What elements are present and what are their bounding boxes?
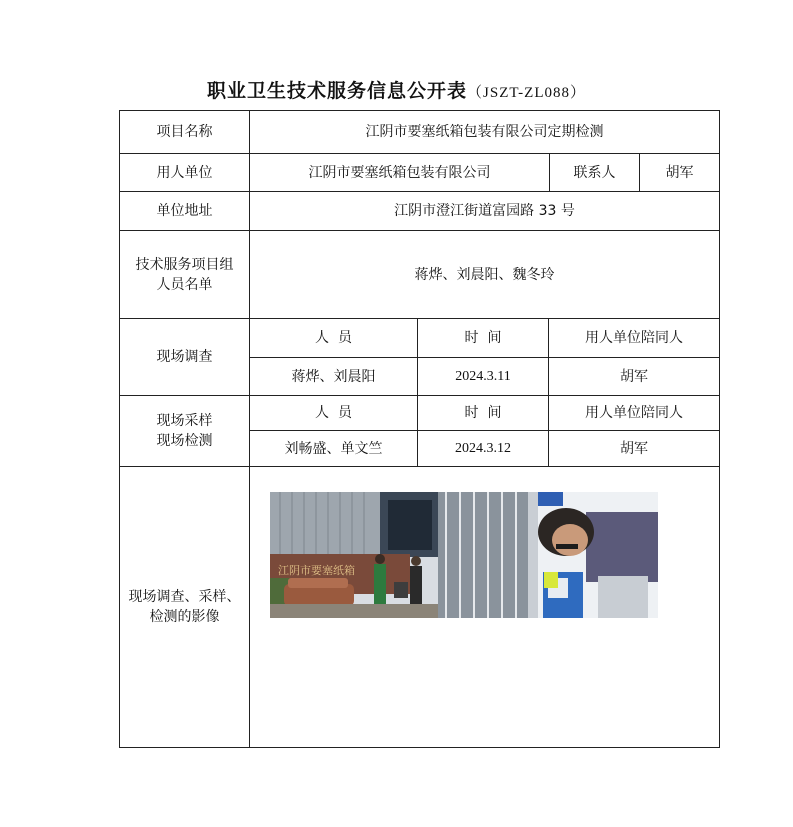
employer-value: 江阴市要塞纸箱包装有限公司 — [308, 164, 491, 181]
sampling-label-line1: 现场采样 — [156, 413, 213, 429]
sampling-header-people: 人 员 — [315, 405, 352, 421]
survey-header-time: 时 间 — [464, 330, 502, 346]
title-text: 职业卫生技术服务信息公开表 — [207, 80, 468, 102]
svg-text:江阴市要塞纸箱: 江阴市要塞纸箱 — [278, 564, 355, 577]
survey-escort: 胡军 — [620, 368, 648, 385]
sampling-date: 2024.3.12 — [455, 440, 511, 456]
team-label — [120, 231, 249, 318]
images-label — [120, 467, 249, 747]
site-survey-photo-image — [270, 492, 438, 618]
sampling-escort: 胡军 — [620, 440, 648, 457]
sampling-photo-image — [438, 492, 658, 618]
survey-date: 2024.3.11 — [455, 368, 511, 384]
images-label-line2: 检测的影像 — [149, 609, 220, 625]
address-value: 江阴市澄江街道富园路 33 号 — [394, 203, 575, 219]
team-label-line1: 技术服务项目组 — [135, 256, 234, 273]
site-survey-photo — [270, 492, 438, 618]
team-value: 蒋烨、刘晨阳、魏冬玲 — [414, 266, 555, 283]
survey-label: 现场调查 — [156, 349, 213, 365]
form-code: （JSZT-ZL088） — [467, 85, 586, 101]
sampling-header-time: 时 间 — [464, 405, 502, 421]
page-title — [0, 76, 793, 103]
sampling-people: 刘畅盛、单文竺 — [284, 440, 383, 457]
team-label-line2: 人员名单 — [156, 276, 213, 293]
employer-label: 用人单位 — [156, 164, 213, 181]
images-label-line1: 现场调查、采样、 — [128, 589, 241, 605]
project-name-label: 项目名称 — [156, 124, 213, 140]
survey-people: 蒋烨、刘晨阳 — [291, 368, 376, 385]
table-border — [119, 747, 720, 748]
address-label: 单位地址 — [156, 203, 213, 219]
contact-label: 联系人 — [573, 164, 616, 181]
sampling-label-line2: 现场检测 — [156, 433, 213, 449]
table-border — [719, 110, 720, 748]
contact-value: 胡军 — [665, 164, 694, 181]
project-name-value: 江阴市要塞纸箱包装有限公司定期检测 — [365, 124, 604, 140]
sampling-label — [120, 396, 249, 466]
survey-header-escort: 用人单位陪同人 — [585, 330, 683, 346]
survey-header-people: 人 员 — [315, 330, 352, 346]
sampling-photo — [438, 492, 658, 618]
sampling-header-escort: 用人单位陪同人 — [585, 405, 683, 421]
